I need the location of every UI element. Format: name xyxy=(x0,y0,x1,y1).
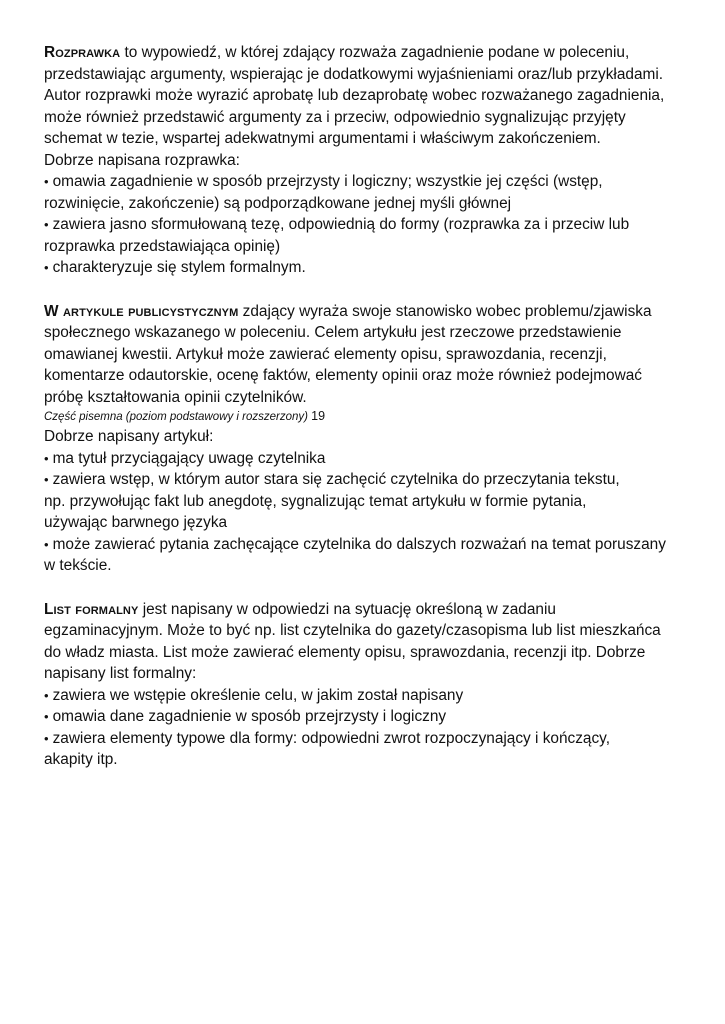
bullet-continuation: np. przywołując fakt lub anegdotę, sygnalizując temat artykułu w formie pytania, xyxy=(44,492,587,510)
text-line xyxy=(44,301,694,323)
paragraph-gap xyxy=(44,279,694,301)
bullet-item xyxy=(44,171,694,193)
section-list-formalny xyxy=(44,599,694,771)
bullet-text: zawiera jasno sformułowaną tezę, odpowiednią do formy (rozprawka za i przeciw lub xyxy=(52,216,630,233)
line-text: zdający wyraża swoje stanowisko wobec problemu/zjawiska xyxy=(238,302,652,320)
bullet-icon: • xyxy=(44,260,49,275)
bullet-icon: • xyxy=(44,217,49,232)
text-line: egzaminacyjnym. Może to być np. list czytelnika do gazety/czasopisma lub list mieszkańca xyxy=(44,622,661,639)
bullet-text: omawia zagadnienie w sposób przejrzysty i logiczny; wszystkie jej części (wstęp, xyxy=(52,173,603,190)
bullet-item xyxy=(44,448,694,470)
bullet-continuation: akapity itp. xyxy=(44,751,118,768)
text-line: próbę kształtowania opinii czytelników. xyxy=(44,388,307,406)
text-line: omawianej kwestii. Artykuł może zawierać elementy opisu, sprawozdania, recenzji, xyxy=(44,345,607,363)
bullet-text: zawiera wstęp, w którym autor stara się zachęcić czytelnika do przeczytania tekstu, xyxy=(52,471,620,488)
bullet-text: może zawierać pytania zachęcające czytelnika do dalszych rozważań na temat poruszany xyxy=(52,535,666,553)
page-footer-caption xyxy=(44,408,694,426)
line-text: to wypowiedź, w której zdający rozważa zagadnienie podane w poleceniu, xyxy=(120,44,630,61)
term-heading: List formalny xyxy=(44,600,139,618)
text-line: Dobrze napisany artykuł: xyxy=(44,428,214,445)
text-line: społecznego wskazanego w poleceniu. Celem artykułu jest rzeczowe przedstawienie xyxy=(44,324,622,341)
document-page xyxy=(44,42,694,771)
bullet-continuation: rozwinięcie, zakończenie) są podporządkowane jednej myśli głównej xyxy=(44,194,512,212)
bullet-text: charakteryzuje się stylem formalnym. xyxy=(52,259,306,276)
text-line xyxy=(44,42,694,64)
text-line: do władz miasta. List może zawierać elementy opisu, sprawozdania, recenzji itp. Dobrze xyxy=(44,643,646,661)
bullet-item xyxy=(44,214,694,236)
bullet-item xyxy=(44,685,694,707)
bullet-item xyxy=(44,534,694,556)
bullet-item xyxy=(44,257,694,279)
bullet-icon: • xyxy=(44,472,49,487)
bullet-text: ma tytuł przyciągający uwagę czytelnika xyxy=(52,449,326,467)
caption-text: Część pisemna (poziom podstawowy i rozszerzony) xyxy=(44,411,308,423)
bullet-continuation: w tekście. xyxy=(44,557,112,574)
paragraph-gap xyxy=(44,577,694,599)
text-line: przedstawiając argumenty, wspierając je dodatkowymi wyjaśnieniami oraz/lub przykładami. xyxy=(44,65,664,83)
page-number: 19 xyxy=(311,409,326,423)
bullet-item xyxy=(44,469,694,491)
text-line: może również przedstawić argumenty za i przeciw, odpowiednio sygnalizując przyjęty xyxy=(44,108,626,126)
bullet-text: zawiera we wstępie określenie celu, w jakim został napisany xyxy=(52,686,464,704)
bullet-text: zawiera elementy typowe dla formy: odpowiedni zwrot rozpoczynający i kończący, xyxy=(52,729,611,747)
bullet-continuation: używając barwnego języka xyxy=(44,514,228,531)
bullet-item xyxy=(44,706,694,728)
bullet-icon: • xyxy=(44,536,49,552)
bullet-item xyxy=(44,728,694,750)
text-line: komentarze odautorskie, ocenę faktów, elementy opinii oraz może również podejmować xyxy=(44,367,642,384)
term-heading: W artykule publicystycznym xyxy=(44,302,239,320)
bullet-continuation: rozprawka przedstawiająca opinię) xyxy=(44,237,281,255)
bullet-icon: • xyxy=(44,450,49,466)
section-artykul xyxy=(44,301,694,577)
text-line: Dobrze napisana rozprawka: xyxy=(44,151,240,169)
text-line: napisany list formalny: xyxy=(44,665,197,682)
line-text: jest napisany w odpowiedzi na sytuację określoną w zadaniu xyxy=(138,600,556,618)
text-line: schemat w tezie, wspartej adekwatnymi argumentami i właściwym zakończeniem. xyxy=(44,130,601,147)
bullet-icon: • xyxy=(44,709,49,724)
bullet-icon: • xyxy=(44,174,49,189)
bullet-icon: • xyxy=(44,687,49,703)
bullet-text: omawia dane zagadnienie w sposób przejrzysty i logiczny xyxy=(52,708,447,725)
text-line: Autor rozprawki może wyrazić aprobatę lub dezaprobatę wobec rozważanego zagadnienia, xyxy=(44,87,665,104)
term-heading: Rozprawka xyxy=(44,44,121,61)
text-line xyxy=(44,599,694,621)
bullet-icon: • xyxy=(44,730,49,746)
section-rozprawka xyxy=(44,42,694,279)
